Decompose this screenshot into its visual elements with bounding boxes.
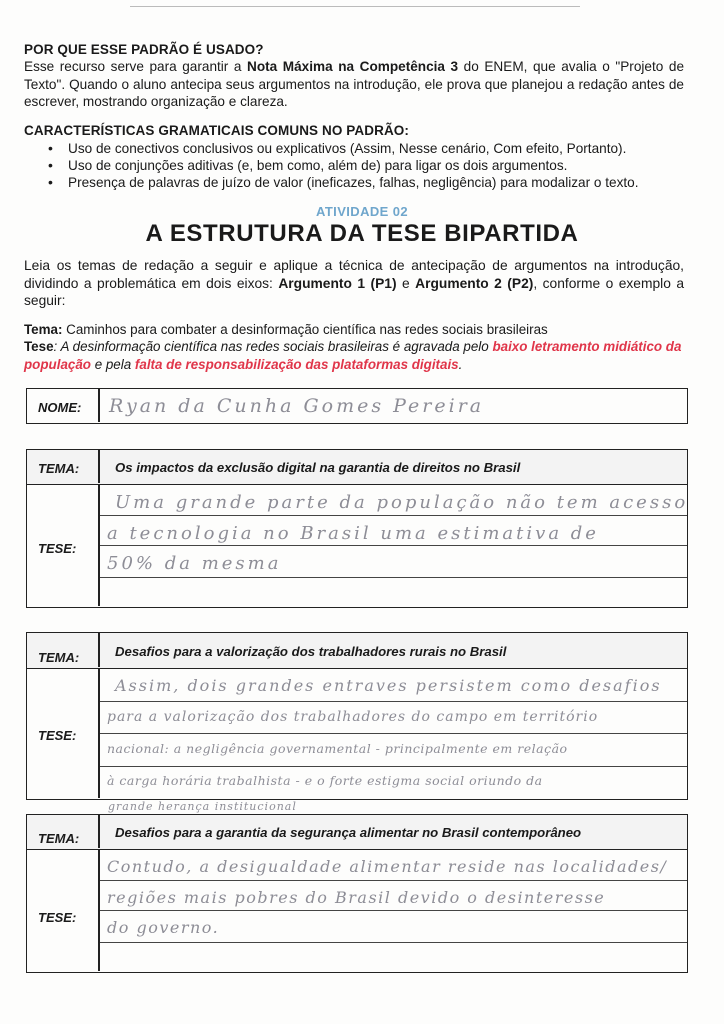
activity-label: ATIVIDADE 02 — [316, 204, 408, 219]
theme-box-2 — [26, 632, 688, 669]
example-theme-text: Caminhos para combater a desinformação científica nas redes sociais brasileiras — [62, 322, 548, 337]
theme-text-2: Desafios para a valorização dos trabalhadores rurais no Brasil — [115, 644, 507, 659]
bullet-item: • Uso de conectivos conclusivos ou explicativos (Assim, Nesse cenário, Com efeito, Portanto). — [48, 140, 698, 157]
theme-box-3 — [26, 814, 688, 850]
activity-intro — [24, 257, 684, 310]
thesis-label: TESE: — [38, 541, 77, 556]
grammar-bullet-list — [48, 140, 698, 192]
theme-box-1 — [26, 449, 688, 485]
intro-bold: Argumento 2 (P2) — [415, 275, 534, 291]
top-divider — [130, 6, 580, 7]
thesis-label: TESE: — [38, 910, 77, 925]
para-text: do ENEM, que avalia o "Projeto de Texto". Quando o aluno antecipa seus argumentos na introdução, ele prova que planejou a redação antes de escrever, mostrando organização e clareza. — [24, 59, 684, 109]
thesis-1-line-1[interactable]: Uma grande parte da população não tem acesso — [115, 492, 689, 513]
intro-bold: Argumento 1 (P1) — [278, 275, 397, 291]
name-label: NOME: — [38, 400, 82, 415]
theme-label: TEMA: — [38, 650, 80, 665]
thesis-3-line-3[interactable]: do governo. — [107, 918, 220, 937]
example-theme — [24, 321, 684, 338]
thesis-label: TESE: — [38, 728, 77, 743]
thesis-2-line-1[interactable]: Assim, dois grandes entraves persistem como desafios — [115, 676, 662, 695]
name-divider — [98, 389, 100, 422]
theme-text-3: Desafios para a garantia da segurança alimentar no Brasil contemporâneo — [115, 825, 582, 840]
name-field-box — [26, 388, 688, 424]
example-thesis — [24, 338, 684, 373]
intro-text: Leia os temas de redação a seguir e aplique a técnica de antecipação de argumentos na introdução, dividindo a problemática em dois eixos: — [24, 258, 684, 291]
activity-title: A ESTRUTURA DA TESE BIPARTIDA — [145, 220, 579, 247]
thesis-3-line-1[interactable]: Contudo, a desigualdade alimentar reside nas localidades/ — [107, 857, 668, 876]
para-bold: Nota Máxima na Competência 3 — [247, 59, 459, 74]
thesis-box-2 — [26, 668, 688, 800]
section-grammar-title: CARACTERÍSTICAS GRAMATICAIS COMUNS NO PADRÃO: — [24, 123, 409, 138]
example-thesis-label: Tese — [24, 339, 54, 354]
theme-divider — [98, 633, 100, 667]
section-why-title: POR QUE ESSE PADRÃO É USADO? — [24, 42, 264, 57]
para-text: Esse recurso serve para garantir a — [24, 59, 248, 74]
thesis-2-overflow-line[interactable]: grande herança institucional — [108, 800, 297, 813]
writing-line — [100, 733, 687, 734]
thesis-box-1 — [26, 484, 688, 608]
theme-label: TEMA: — [38, 461, 80, 476]
example-thesis-text: : A desinformação científica nas redes sociais brasileiras é agravada pelo — [53, 339, 493, 354]
writing-line — [100, 577, 687, 578]
bullet-item: • Presença de palavras de juízo de valor (ineficazes, falhas, negligência) para modalizar o texto. — [48, 174, 698, 191]
intro-text: , conforme o exemplo a seguir: — [24, 275, 684, 308]
writing-line — [100, 701, 687, 702]
thesis-box-3 — [26, 849, 688, 973]
example-thesis-text: e pela — [90, 356, 135, 372]
name-handwriting[interactable]: Ryan da Cunha Gomes Pereira — [109, 395, 485, 417]
writing-line — [100, 766, 687, 767]
theme-label: TEMA: — [38, 831, 80, 846]
highlight-argument-2: falta de responsabilização das plataformas digitais — [134, 356, 459, 372]
writing-line — [100, 910, 687, 911]
writing-line — [100, 880, 687, 881]
example-theme-label: Tema: — [24, 322, 63, 337]
intro-text: e — [396, 275, 416, 291]
thesis-2-line-3[interactable]: nacional: a negligência governamental - principalmente em relação — [107, 741, 568, 756]
highlight-argument-1: baixo letramento midiático da população — [24, 339, 682, 372]
thesis-3-line-2[interactable]: regiões mais pobres do Brasil devido o desinteresse — [107, 888, 606, 907]
thesis-1-line-2[interactable]: a tecnologia no Brasil uma estimativa de — [107, 523, 599, 544]
theme-divider — [98, 450, 100, 483]
writing-line — [100, 515, 687, 516]
theme-text-1: Os impactos da exclusão digital na garantia de direitos no Brasil — [115, 460, 521, 475]
section-why-paragraph — [24, 58, 684, 111]
thesis-2-line-2[interactable]: para a valorização dos trabalhadores do campo em território — [107, 709, 599, 725]
bullet-item: • Uso de conjunções aditivas (e, bem como, além de) para ligar os dois argumentos. — [48, 157, 698, 174]
theme-divider — [98, 815, 100, 848]
thesis-2-line-4[interactable]: à carga horária trabalhista - e o forte estigma social oriundo da — [107, 773, 543, 788]
thesis-1-line-3[interactable]: 50% da mesma — [107, 553, 282, 574]
writing-line — [100, 545, 687, 546]
example-thesis-text: . — [458, 356, 463, 372]
writing-line — [100, 942, 687, 943]
